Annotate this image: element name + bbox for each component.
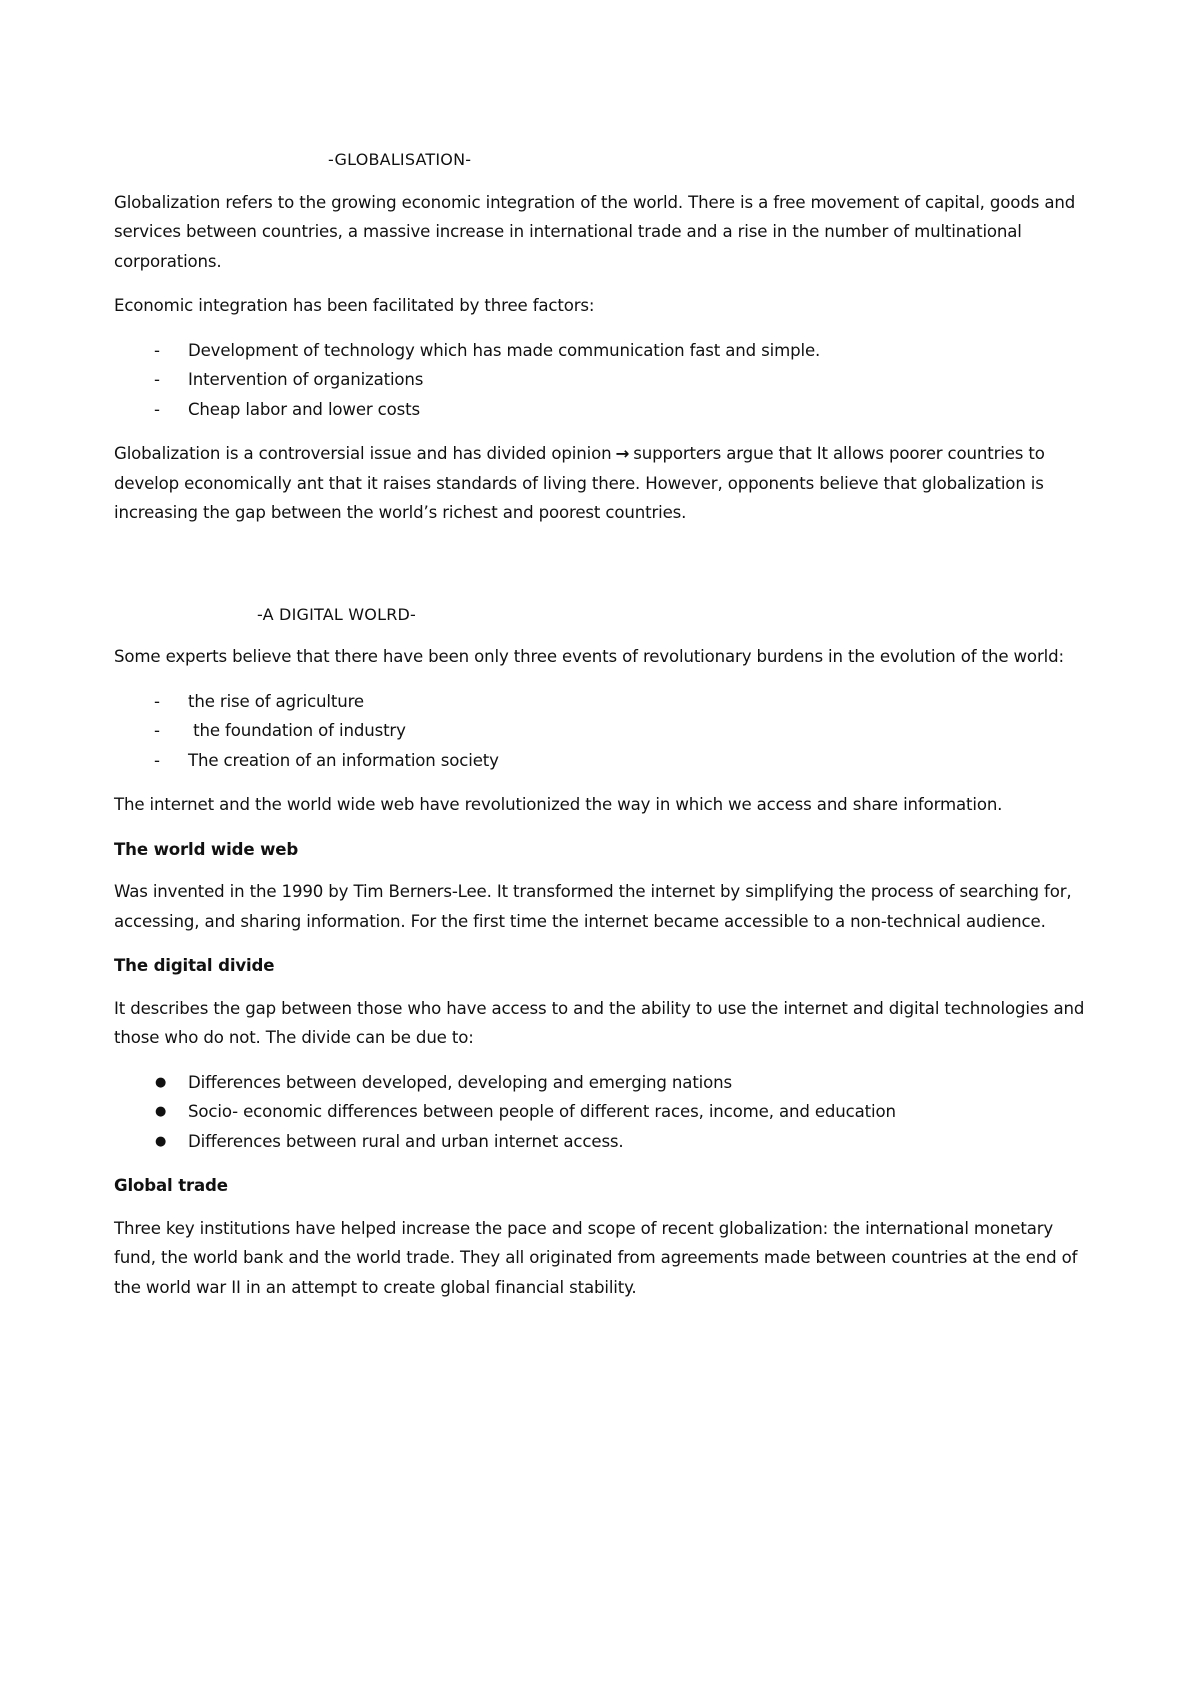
- dash-marker: -: [154, 750, 160, 770]
- bullet-icon: ●: [155, 1104, 167, 1119]
- heading-globalisation: -GLOBALISATION-: [328, 150, 472, 169]
- subheading-world-wide-web: The world wide web: [114, 839, 299, 859]
- document-body: [114, 145, 1090, 1317]
- spacer: [114, 543, 1090, 600]
- events-list: [114, 687, 1090, 776]
- list-item: - Development of technology which has made communication fast and simple.: [114, 336, 1090, 366]
- factors-list: [114, 336, 1090, 425]
- dash-marker: -: [154, 691, 160, 711]
- paragraph-globalization-definition: Globalization refers to the growing economic integration of the world. There is a free movement of capital, goods and services between countries, a massive increase in international trade and a rise in the number of multinational corporations.: [114, 192, 1076, 271]
- subheading-digital-divide: The digital divide: [114, 956, 275, 975]
- list-item: - the foundation of industry: [114, 716, 1090, 746]
- list-item: - The creation of an information society: [114, 746, 1090, 776]
- arrow-right-icon: →: [615, 444, 630, 463]
- paragraph-revolutionary-events: Some experts believe that there have been only three events of revolutionary burdens in the evolution of the world:: [114, 647, 1064, 666]
- paragraph-digital-divide: It describes the gap between those who have access to and the ability to use the internet and digital technologies and those who do not. The divide can be due to:: [114, 998, 1085, 1047]
- list-item: - Intervention of organizations: [114, 365, 1090, 395]
- subheading-global-trade: Global trade: [114, 1176, 228, 1195]
- paragraph-controversy: Globalization is a controversial issue and has divided opinion → supporters argue that It allows poorer countries to develop economically ant that it raises standards of living there. However, opponents believe that globalization is increasing the gap between the world’s richest and poorest countries.: [114, 439, 1090, 528]
- paragraph-global-trade: Three key institutions have helped increase the pace and scope of recent globalization: the international monetary fund, the world bank and the world trade. They all originated from agreements made between countries at the end of the world war II in an attempt to create global financial stability.: [114, 1218, 1078, 1297]
- bullet-icon: ●: [155, 1074, 167, 1090]
- list-item: - the rise of agriculture: [114, 687, 1090, 717]
- list-item: ● Socio- economic differences between people of different races, income, and education: [114, 1097, 1090, 1127]
- dash-marker: -: [154, 721, 160, 740]
- list-item: ● Differences between rural and urban internet access.: [114, 1127, 1090, 1157]
- dash-marker: -: [154, 370, 160, 389]
- bullet-icon: ●: [155, 1133, 167, 1149]
- heading-digital-world: -A DIGITAL WOLRD-: [257, 604, 417, 624]
- list-item: - Cheap labor and lower costs: [114, 395, 1090, 425]
- dash-marker: -: [154, 340, 160, 360]
- paragraph-economic-integration: Economic integration has been facilitated by three factors:: [114, 296, 595, 315]
- paragraph-www-history: Was invented in the 1990 by Tim Berners-Lee. It transformed the internet by simplifying the process of searching for, accessing, and sharing information. For the first time the internet became accessible to a non-technical audience.: [114, 882, 1072, 931]
- list-item: ● Differences between developed, developing and emerging nations: [114, 1068, 1090, 1098]
- dash-marker: -: [154, 399, 160, 419]
- paragraph-internet-web: The internet and the world wide web have revolutionized the way in which we access and share information.: [114, 795, 1003, 814]
- divide-causes-list: [114, 1068, 1090, 1157]
